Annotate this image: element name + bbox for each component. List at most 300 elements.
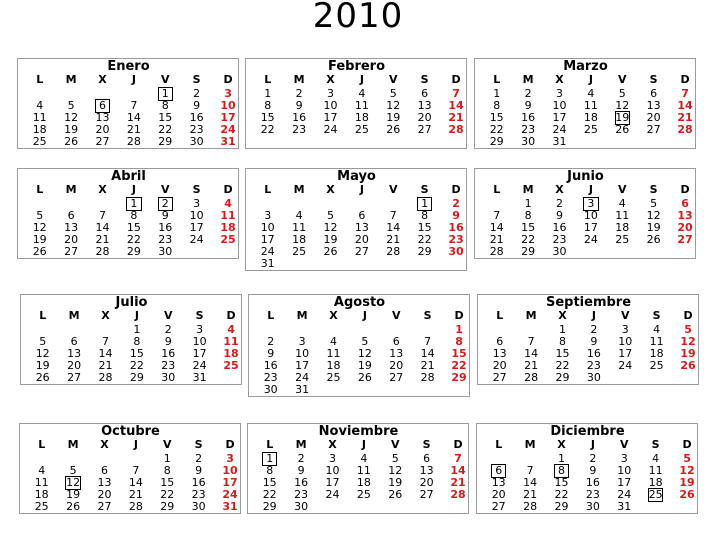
day-cell[interactable]: 11 bbox=[326, 347, 341, 360]
day-cell[interactable]: 5 bbox=[684, 323, 692, 336]
day-cell[interactable]: 25 bbox=[292, 245, 307, 258]
day-cell[interactable]: 28 bbox=[523, 500, 538, 513]
day-cell[interactable]: 13 bbox=[417, 99, 432, 112]
day-cell[interactable]: 18 bbox=[583, 111, 598, 124]
day-cell[interactable]: 8 bbox=[546, 465, 577, 477]
day-cell[interactable]: 13 bbox=[491, 476, 506, 489]
day-cell[interactable]: 10 bbox=[325, 464, 340, 477]
day-cell[interactable]: 26 bbox=[64, 135, 79, 148]
day-cell[interactable]: 27 bbox=[677, 233, 693, 246]
day-cell[interactable]: 9 bbox=[555, 209, 563, 222]
day-cell[interactable]: 25 bbox=[220, 233, 236, 246]
day-cell[interactable]: 26 bbox=[680, 359, 696, 372]
day-cell[interactable]: 27 bbox=[419, 488, 434, 501]
day-cell[interactable]: 26 bbox=[35, 371, 50, 384]
day-cell[interactable]: 30 bbox=[189, 135, 204, 148]
day-cell[interactable]: 26 bbox=[323, 245, 338, 258]
day-cell[interactable]: 6 bbox=[650, 87, 658, 100]
day-cell[interactable]: 27 bbox=[417, 123, 432, 136]
day-cell[interactable]: 4 bbox=[295, 209, 303, 222]
day-cell[interactable]: 1 bbox=[118, 198, 149, 210]
day-cell[interactable]: 3 bbox=[196, 323, 204, 336]
day-cell[interactable]: 17 bbox=[192, 347, 207, 360]
day-cell[interactable]: 18 bbox=[356, 476, 371, 489]
day-cell[interactable]: 31 bbox=[260, 257, 275, 270]
day-cell[interactable]: 14 bbox=[95, 221, 110, 234]
day-cell[interactable]: 2 bbox=[590, 323, 598, 336]
day-cell[interactable]: 24 bbox=[323, 123, 338, 136]
day-cell[interactable]: 29 bbox=[129, 371, 144, 384]
day-cell[interactable]: 9 bbox=[589, 464, 597, 477]
day-cell[interactable]: 14 bbox=[420, 347, 435, 360]
day-cell[interactable]: 4 bbox=[360, 452, 368, 465]
day-cell[interactable]: 21 bbox=[128, 488, 143, 501]
day-cell[interactable]: 22 bbox=[554, 488, 569, 501]
day-cell[interactable]: 20 bbox=[491, 488, 506, 501]
day-cell[interactable]: 7 bbox=[454, 452, 462, 465]
day-cell[interactable]: 7 bbox=[130, 99, 138, 112]
day-cell[interactable]: 2 bbox=[295, 87, 303, 100]
day-cell[interactable]: 10 bbox=[323, 99, 338, 112]
day-cell[interactable]: 6 bbox=[681, 197, 689, 210]
day-cell[interactable]: 9 bbox=[195, 464, 203, 477]
day-cell[interactable]: 8 bbox=[421, 209, 429, 222]
day-cell[interactable]: 27 bbox=[67, 371, 82, 384]
day-cell[interactable]: 5 bbox=[39, 335, 47, 348]
day-cell[interactable]: 21 bbox=[677, 111, 693, 124]
day-cell[interactable]: 4 bbox=[329, 335, 337, 348]
day-cell[interactable]: 4 bbox=[587, 87, 595, 100]
day-cell[interactable]: 22 bbox=[158, 123, 173, 136]
day-cell[interactable]: 2 bbox=[297, 452, 305, 465]
day-cell[interactable]: 16 bbox=[585, 476, 600, 489]
day-cell[interactable]: 9 bbox=[161, 209, 169, 222]
day-cell[interactable]: 6 bbox=[421, 87, 429, 100]
day-cell[interactable]: 25 bbox=[356, 488, 371, 501]
day-cell[interactable]: 3 bbox=[298, 335, 306, 348]
day-cell[interactable]: 28 bbox=[95, 245, 110, 258]
day-cell[interactable]: 20 bbox=[354, 233, 369, 246]
day-cell[interactable]: 21 bbox=[126, 123, 141, 136]
day-cell[interactable]: 26 bbox=[357, 371, 372, 384]
day-cell[interactable]: 25 bbox=[649, 359, 664, 372]
day-cell[interactable]: 19 bbox=[607, 112, 638, 124]
day-cell[interactable]: 11 bbox=[34, 476, 49, 489]
day-cell[interactable]: 22 bbox=[489, 123, 504, 136]
day-cell[interactable]: 17 bbox=[617, 476, 632, 489]
day-cell[interactable]: 9 bbox=[524, 99, 532, 112]
day-cell[interactable]: 3 bbox=[226, 452, 234, 465]
day-cell[interactable]: 7 bbox=[132, 464, 140, 477]
day-cell[interactable]: 29 bbox=[158, 135, 173, 148]
day-cell[interactable]: 19 bbox=[35, 359, 50, 372]
day-cell[interactable]: 10 bbox=[617, 464, 632, 477]
day-cell[interactable]: 13 bbox=[419, 464, 434, 477]
day-cell[interactable]: 1 bbox=[455, 323, 463, 336]
day-cell[interactable]: 22 bbox=[451, 359, 467, 372]
day-cell[interactable]: 24 bbox=[583, 233, 598, 246]
day-cell[interactable]: 29 bbox=[160, 500, 175, 513]
day-cell[interactable]: 15 bbox=[417, 221, 432, 234]
day-cell[interactable]: 8 bbox=[264, 99, 272, 112]
day-cell[interactable]: 18 bbox=[32, 123, 47, 136]
day-cell[interactable]: 15 bbox=[160, 476, 175, 489]
day-cell[interactable]: 12 bbox=[679, 464, 695, 477]
day-cell[interactable]: 15 bbox=[521, 221, 536, 234]
day-cell[interactable]: 29 bbox=[126, 245, 141, 258]
day-cell[interactable]: 17 bbox=[583, 221, 598, 234]
day-cell[interactable]: 25 bbox=[354, 123, 369, 136]
day-cell[interactable]: 20 bbox=[492, 359, 507, 372]
day-cell[interactable]: 10 bbox=[552, 99, 567, 112]
day-cell[interactable]: 10 bbox=[222, 464, 238, 477]
day-cell[interactable]: 29 bbox=[489, 135, 504, 148]
day-cell[interactable]: 30 bbox=[294, 500, 309, 513]
day-cell[interactable]: 11 bbox=[356, 464, 371, 477]
day-cell[interactable]: 18 bbox=[34, 488, 49, 501]
day-cell[interactable]: 26 bbox=[646, 233, 661, 246]
day-cell[interactable]: 20 bbox=[95, 123, 110, 136]
day-cell[interactable]: 12 bbox=[646, 209, 661, 222]
day-cell[interactable]: 10 bbox=[192, 335, 207, 348]
day-cell[interactable]: 27 bbox=[646, 123, 661, 136]
day-cell[interactable]: 21 bbox=[524, 359, 539, 372]
day-cell[interactable]: 3 bbox=[620, 452, 628, 465]
day-cell[interactable]: 18 bbox=[648, 476, 663, 489]
day-cell[interactable]: 27 bbox=[97, 500, 112, 513]
day-cell[interactable]: 27 bbox=[491, 500, 506, 513]
day-cell[interactable]: 21 bbox=[523, 488, 538, 501]
day-cell[interactable]: 15 bbox=[489, 111, 504, 124]
day-cell[interactable]: 16 bbox=[294, 476, 309, 489]
day-cell[interactable]: 3 bbox=[224, 87, 232, 100]
day-cell[interactable]: 2 bbox=[193, 87, 201, 100]
day-cell[interactable]: 11 bbox=[583, 99, 598, 112]
day-cell[interactable]: 11 bbox=[648, 464, 663, 477]
day-cell[interactable]: 24 bbox=[552, 123, 567, 136]
day-cell[interactable]: 19 bbox=[680, 347, 696, 360]
day-cell[interactable]: 23 bbox=[586, 359, 601, 372]
day-cell[interactable]: 16 bbox=[586, 347, 601, 360]
day-cell[interactable]: 20 bbox=[417, 111, 432, 124]
day-cell[interactable]: 15 bbox=[554, 476, 569, 489]
day-cell[interactable]: 30 bbox=[263, 383, 278, 396]
day-cell[interactable]: 15 bbox=[260, 111, 275, 124]
day-cell[interactable]: 31 bbox=[192, 371, 207, 384]
day-cell[interactable]: 4 bbox=[618, 197, 626, 210]
day-cell[interactable]: 13 bbox=[67, 347, 82, 360]
day-cell[interactable]: 9 bbox=[295, 99, 303, 112]
day-cell[interactable]: 20 bbox=[419, 476, 434, 489]
day-cell[interactable]: 23 bbox=[158, 233, 173, 246]
day-cell[interactable]: 24 bbox=[260, 245, 275, 258]
day-cell[interactable]: 29 bbox=[451, 371, 467, 384]
day-cell[interactable]: 8 bbox=[455, 335, 463, 348]
day-cell[interactable]: 17 bbox=[552, 111, 567, 124]
day-cell[interactable]: 12 bbox=[35, 347, 50, 360]
day-cell[interactable]: 5 bbox=[389, 87, 397, 100]
day-cell[interactable]: 23 bbox=[263, 371, 278, 384]
day-cell[interactable]: 30 bbox=[191, 500, 206, 513]
day-cell[interactable]: 10 bbox=[189, 209, 204, 222]
day-cell[interactable]: 12 bbox=[388, 464, 403, 477]
day-cell[interactable]: 8 bbox=[524, 209, 532, 222]
day-cell[interactable]: 5 bbox=[326, 209, 334, 222]
day-cell[interactable]: 1 bbox=[133, 323, 141, 336]
day-cell[interactable]: 11 bbox=[32, 111, 47, 124]
day-cell[interactable]: 19 bbox=[388, 476, 403, 489]
day-cell[interactable]: 13 bbox=[64, 221, 79, 234]
day-cell[interactable]: 31 bbox=[295, 383, 310, 396]
day-cell[interactable]: 11 bbox=[354, 99, 369, 112]
day-cell[interactable]: 29 bbox=[521, 245, 536, 258]
day-cell[interactable]: 28 bbox=[126, 135, 141, 148]
day-cell[interactable]: 17 bbox=[260, 233, 275, 246]
day-cell[interactable]: 17 bbox=[189, 221, 204, 234]
day-cell[interactable]: 11 bbox=[292, 221, 307, 234]
day-cell[interactable]: 6 bbox=[70, 335, 78, 348]
day-cell[interactable]: 11 bbox=[223, 335, 239, 348]
day-cell[interactable]: 24 bbox=[222, 488, 238, 501]
day-cell[interactable]: 12 bbox=[57, 477, 88, 489]
day-cell[interactable]: 5 bbox=[36, 209, 44, 222]
day-cell[interactable]: 8 bbox=[163, 464, 171, 477]
day-cell[interactable]: 21 bbox=[386, 233, 401, 246]
day-cell[interactable]: 20 bbox=[646, 111, 661, 124]
day-cell[interactable]: 1 bbox=[409, 198, 440, 210]
day-cell[interactable]: 6 bbox=[392, 335, 400, 348]
day-cell[interactable]: 19 bbox=[66, 488, 81, 501]
day-cell[interactable]: 30 bbox=[552, 245, 567, 258]
day-cell[interactable]: 23 bbox=[292, 123, 307, 136]
day-cell[interactable]: 5 bbox=[69, 464, 77, 477]
day-cell[interactable]: 10 bbox=[260, 221, 275, 234]
day-cell[interactable]: 7 bbox=[98, 209, 106, 222]
day-cell[interactable]: 23 bbox=[161, 359, 176, 372]
day-cell[interactable]: 16 bbox=[552, 221, 567, 234]
day-cell[interactable]: 12 bbox=[615, 99, 630, 112]
day-cell[interactable]: 18 bbox=[649, 347, 664, 360]
day-cell[interactable]: 11 bbox=[649, 335, 664, 348]
day-cell[interactable]: 29 bbox=[554, 500, 569, 513]
day-cell[interactable]: 9 bbox=[590, 335, 598, 348]
day-cell[interactable]: 30 bbox=[521, 135, 536, 148]
day-cell[interactable]: 31 bbox=[220, 135, 236, 148]
day-cell[interactable]: 12 bbox=[323, 221, 338, 234]
day-cell[interactable]: 7 bbox=[526, 464, 534, 477]
day-cell[interactable]: 18 bbox=[615, 221, 630, 234]
day-cell[interactable]: 23 bbox=[521, 123, 536, 136]
day-cell[interactable]: 27 bbox=[389, 371, 404, 384]
day-cell[interactable]: 10 bbox=[295, 347, 310, 360]
day-cell[interactable]: 9 bbox=[452, 209, 460, 222]
day-cell[interactable]: 29 bbox=[262, 500, 277, 513]
day-cell[interactable]: 16 bbox=[292, 111, 307, 124]
day-cell[interactable]: 8 bbox=[161, 99, 169, 112]
day-cell[interactable]: 28 bbox=[677, 123, 693, 136]
day-cell[interactable]: 28 bbox=[489, 245, 504, 258]
day-cell[interactable]: 3 bbox=[326, 87, 334, 100]
day-cell[interactable]: 17 bbox=[325, 476, 340, 489]
day-cell[interactable]: 24 bbox=[325, 488, 340, 501]
day-cell[interactable]: 4 bbox=[358, 87, 366, 100]
day-cell[interactable]: 2 bbox=[452, 197, 460, 210]
day-cell[interactable]: 22 bbox=[417, 233, 432, 246]
day-cell[interactable]: 2 bbox=[267, 335, 275, 348]
day-cell[interactable]: 25 bbox=[326, 371, 341, 384]
day-cell[interactable]: 9 bbox=[193, 99, 201, 112]
day-cell[interactable]: 13 bbox=[95, 111, 110, 124]
day-cell[interactable]: 1 bbox=[524, 197, 532, 210]
day-cell[interactable]: 1 bbox=[264, 87, 272, 100]
day-cell[interactable]: 19 bbox=[386, 111, 401, 124]
day-cell[interactable]: 3 bbox=[264, 209, 272, 222]
day-cell[interactable]: 31 bbox=[222, 500, 238, 513]
day-cell[interactable]: 12 bbox=[64, 111, 79, 124]
day-cell[interactable]: 8 bbox=[493, 99, 501, 112]
day-cell[interactable]: 11 bbox=[615, 209, 630, 222]
day-cell[interactable]: 30 bbox=[158, 245, 173, 258]
day-cell[interactable]: 28 bbox=[448, 123, 464, 136]
day-cell[interactable]: 10 bbox=[583, 209, 598, 222]
day-cell[interactable]: 3 bbox=[193, 197, 201, 210]
day-cell[interactable]: 3 bbox=[621, 323, 629, 336]
day-cell[interactable]: 30 bbox=[161, 371, 176, 384]
day-cell[interactable]: 24 bbox=[618, 359, 633, 372]
day-cell[interactable]: 20 bbox=[677, 221, 693, 234]
day-cell[interactable]: 7 bbox=[452, 87, 460, 100]
day-cell[interactable]: 25 bbox=[640, 489, 671, 501]
day-cell[interactable]: 28 bbox=[420, 371, 435, 384]
day-cell[interactable]: 18 bbox=[292, 233, 307, 246]
day-cell[interactable]: 17 bbox=[323, 111, 338, 124]
day-cell[interactable]: 27 bbox=[492, 371, 507, 384]
day-cell[interactable]: 25 bbox=[615, 233, 630, 246]
day-cell[interactable]: 4 bbox=[652, 452, 660, 465]
day-cell[interactable]: 22 bbox=[262, 488, 277, 501]
day-cell[interactable]: 15 bbox=[262, 476, 277, 489]
day-cell[interactable]: 23 bbox=[585, 488, 600, 501]
day-cell[interactable]: 7 bbox=[493, 209, 501, 222]
day-cell[interactable]: 19 bbox=[323, 233, 338, 246]
day-cell[interactable]: 28 bbox=[128, 500, 143, 513]
day-cell[interactable]: 4 bbox=[38, 464, 46, 477]
day-cell[interactable]: 26 bbox=[679, 488, 695, 501]
day-cell[interactable]: 23 bbox=[191, 488, 206, 501]
day-cell[interactable]: 2 bbox=[150, 198, 181, 210]
day-cell[interactable]: 16 bbox=[161, 347, 176, 360]
day-cell[interactable]: 8 bbox=[266, 464, 274, 477]
day-cell[interactable]: 28 bbox=[450, 488, 466, 501]
day-cell[interactable]: 12 bbox=[680, 335, 696, 348]
day-cell[interactable]: 7 bbox=[681, 87, 689, 100]
day-cell[interactable]: 12 bbox=[357, 347, 372, 360]
day-cell[interactable]: 15 bbox=[158, 111, 173, 124]
day-cell[interactable]: 13 bbox=[677, 209, 693, 222]
day-cell[interactable]: 23 bbox=[448, 233, 464, 246]
day-cell[interactable]: 25 bbox=[32, 135, 47, 148]
day-cell[interactable]: 4 bbox=[36, 99, 44, 112]
day-cell[interactable]: 28 bbox=[98, 371, 113, 384]
day-cell[interactable]: 6 bbox=[358, 209, 366, 222]
day-cell[interactable]: 21 bbox=[448, 111, 464, 124]
day-cell[interactable]: 1 bbox=[150, 88, 181, 100]
day-cell[interactable]: 22 bbox=[555, 359, 570, 372]
day-cell[interactable]: 27 bbox=[64, 245, 79, 258]
day-cell[interactable]: 18 bbox=[223, 347, 239, 360]
day-cell[interactable]: 30 bbox=[585, 500, 600, 513]
day-cell[interactable]: 17 bbox=[618, 347, 633, 360]
day-cell[interactable]: 24 bbox=[617, 488, 632, 501]
day-cell[interactable]: 16 bbox=[158, 221, 173, 234]
day-cell[interactable]: 26 bbox=[615, 123, 630, 136]
day-cell[interactable]: 20 bbox=[67, 359, 82, 372]
day-cell[interactable]: 24 bbox=[295, 371, 310, 384]
day-cell[interactable]: 13 bbox=[646, 99, 661, 112]
day-cell[interactable]: 3 bbox=[575, 198, 606, 210]
day-cell[interactable]: 17 bbox=[295, 359, 310, 372]
day-cell[interactable]: 9 bbox=[164, 335, 172, 348]
day-cell[interactable]: 14 bbox=[98, 347, 113, 360]
day-cell[interactable]: 2 bbox=[524, 87, 532, 100]
day-cell[interactable]: 6 bbox=[483, 465, 514, 477]
day-cell[interactable]: 15 bbox=[451, 347, 467, 360]
day-cell[interactable]: 5 bbox=[67, 99, 75, 112]
day-cell[interactable]: 2 bbox=[164, 323, 172, 336]
day-cell[interactable]: 21 bbox=[95, 233, 110, 246]
day-cell[interactable]: 23 bbox=[552, 233, 567, 246]
day-cell[interactable]: 21 bbox=[98, 359, 113, 372]
day-cell[interactable]: 26 bbox=[32, 245, 47, 258]
day-cell[interactable]: 13 bbox=[354, 221, 369, 234]
day-cell[interactable]: 16 bbox=[263, 359, 278, 372]
day-cell[interactable]: 30 bbox=[586, 371, 601, 384]
day-cell[interactable]: 18 bbox=[354, 111, 369, 124]
day-cell[interactable]: 19 bbox=[357, 359, 372, 372]
day-cell[interactable]: 26 bbox=[66, 500, 81, 513]
day-cell[interactable]: 10 bbox=[220, 99, 236, 112]
day-cell[interactable]: 20 bbox=[64, 233, 79, 246]
day-cell[interactable]: 4 bbox=[224, 197, 232, 210]
day-cell[interactable]: 8 bbox=[133, 335, 141, 348]
day-cell[interactable]: 15 bbox=[126, 221, 141, 234]
day-cell[interactable]: 6 bbox=[87, 100, 118, 112]
day-cell[interactable]: 18 bbox=[326, 359, 341, 372]
day-cell[interactable]: 27 bbox=[95, 135, 110, 148]
day-cell[interactable]: 29 bbox=[417, 245, 432, 258]
day-cell[interactable]: 13 bbox=[389, 347, 404, 360]
day-cell[interactable]: 24 bbox=[220, 123, 236, 136]
day-cell[interactable]: 6 bbox=[496, 335, 504, 348]
day-cell[interactable]: 17 bbox=[220, 111, 236, 124]
day-cell[interactable]: 20 bbox=[97, 488, 112, 501]
day-cell[interactable]: 9 bbox=[297, 464, 305, 477]
day-cell[interactable]: 5 bbox=[618, 87, 626, 100]
day-cell[interactable]: 31 bbox=[552, 135, 567, 148]
day-cell[interactable]: 13 bbox=[492, 347, 507, 360]
day-cell[interactable]: 14 bbox=[523, 476, 538, 489]
day-cell[interactable]: 21 bbox=[420, 359, 435, 372]
day-cell[interactable]: 16 bbox=[448, 221, 464, 234]
day-cell[interactable]: 3 bbox=[328, 452, 336, 465]
day-cell[interactable]: 16 bbox=[521, 111, 536, 124]
day-cell[interactable]: 14 bbox=[677, 99, 693, 112]
day-cell[interactable]: 24 bbox=[192, 359, 207, 372]
day-cell[interactable]: 9 bbox=[267, 347, 275, 360]
day-cell[interactable]: 28 bbox=[524, 371, 539, 384]
day-cell[interactable]: 14 bbox=[450, 464, 466, 477]
day-cell[interactable]: 5 bbox=[683, 452, 691, 465]
